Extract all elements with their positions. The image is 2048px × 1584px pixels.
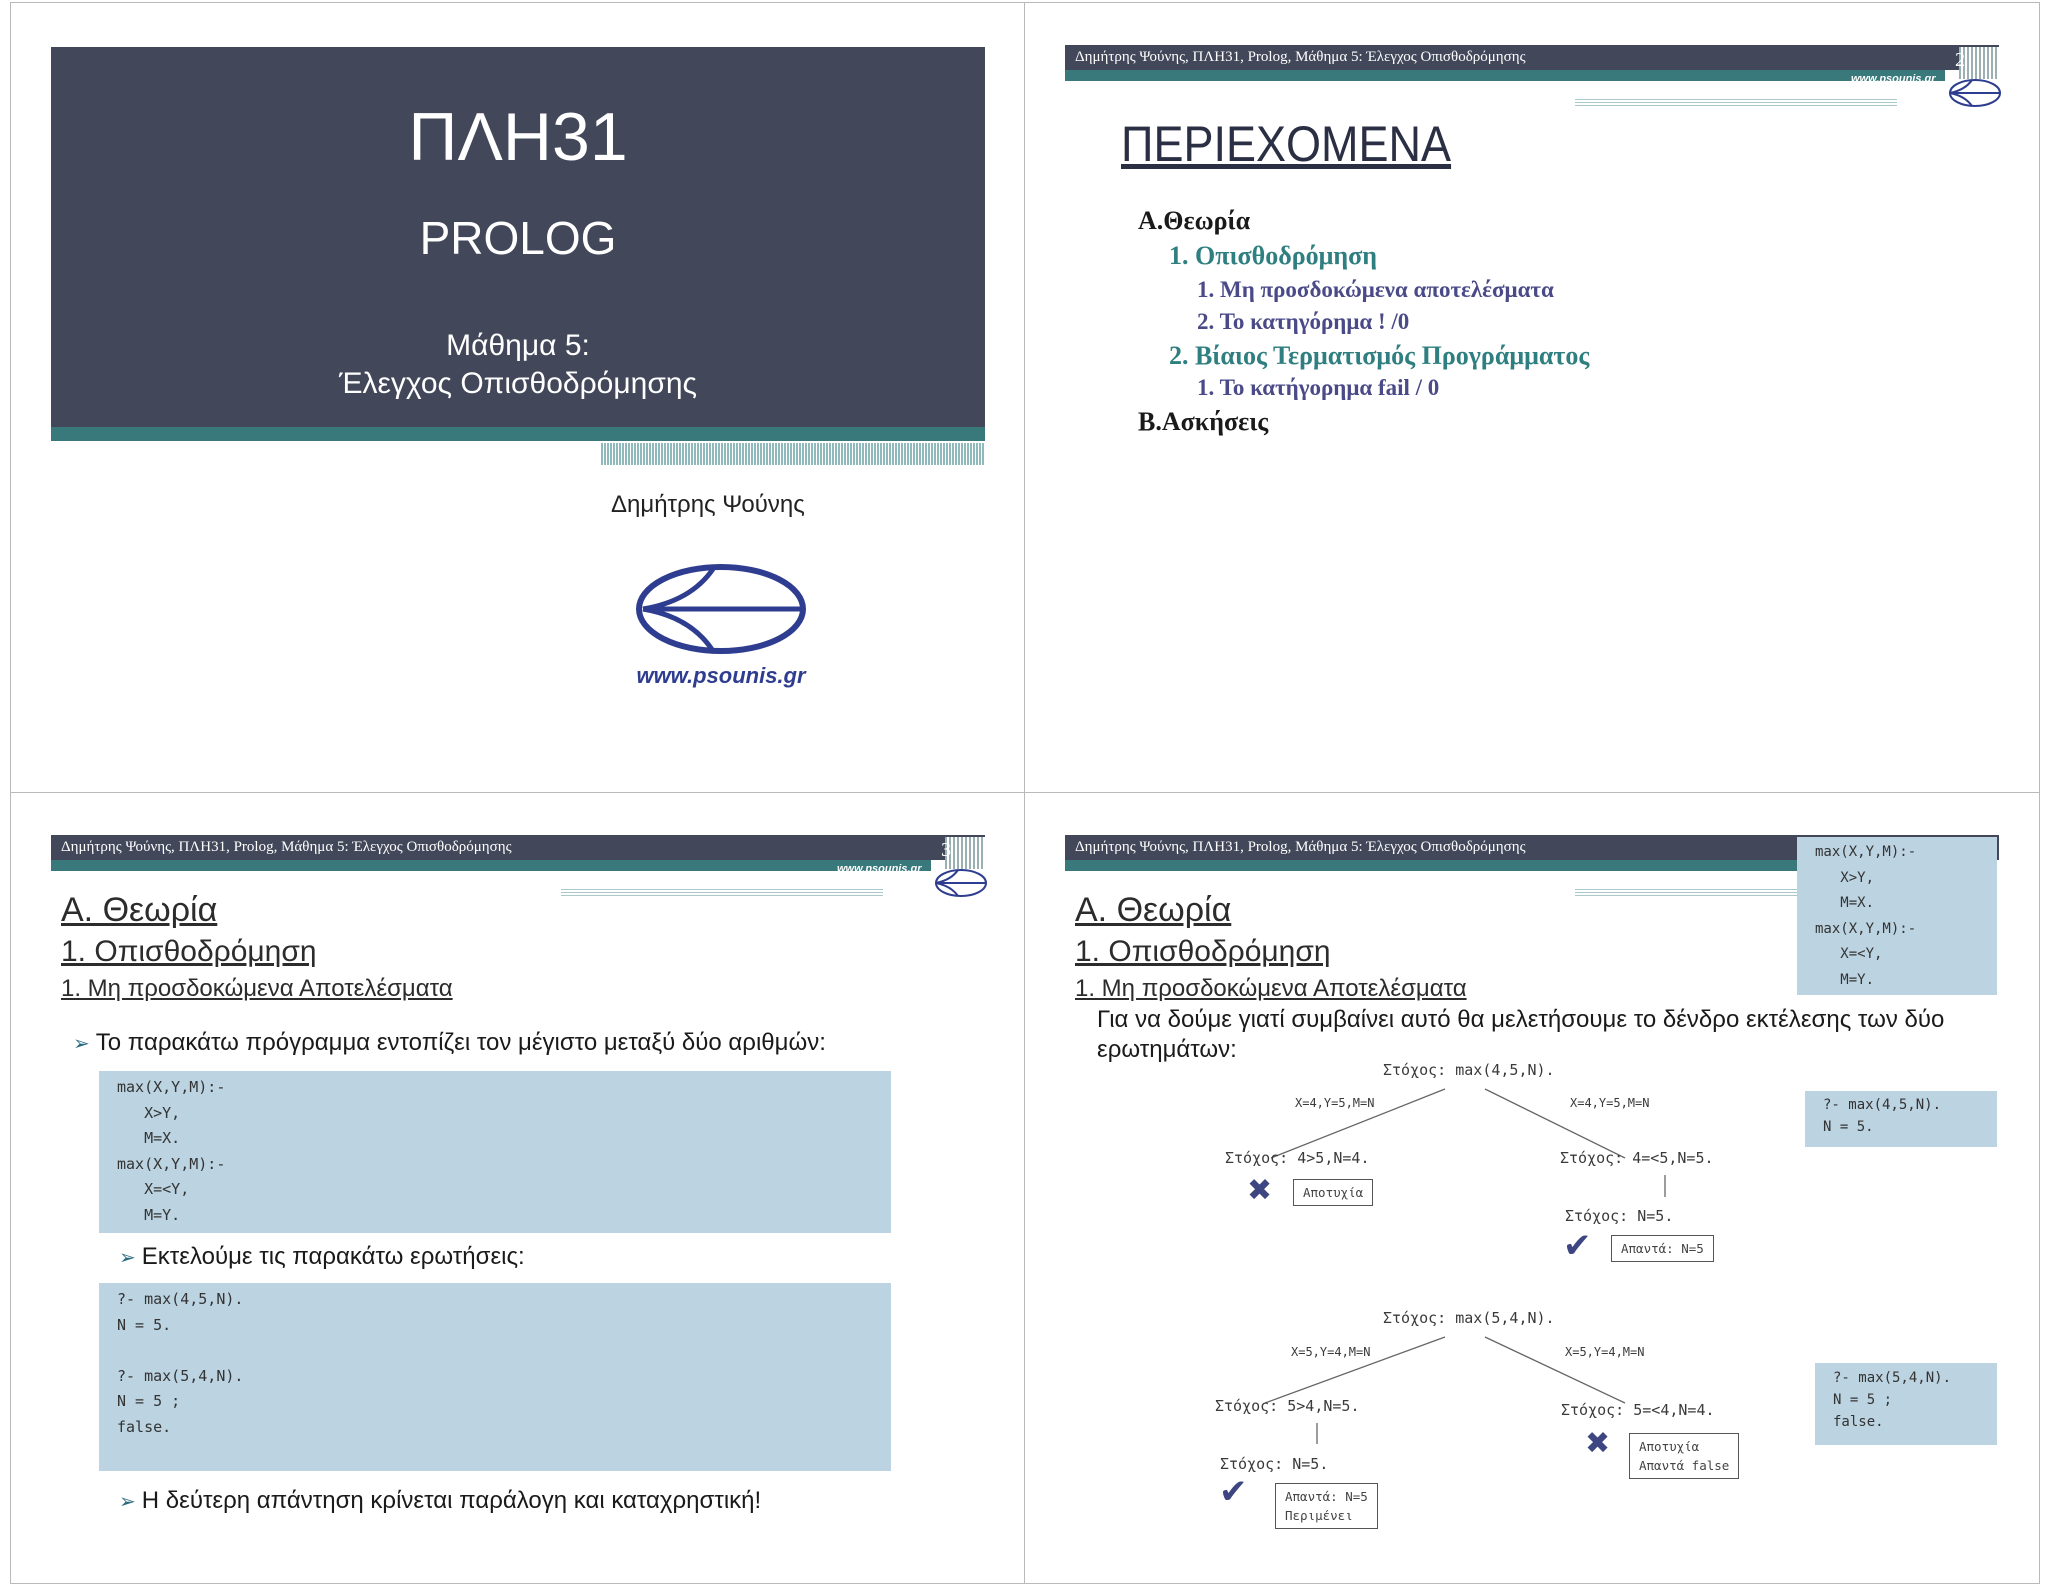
bullet-arrow-icon: ➢: [73, 1033, 90, 1055]
tree2-root: Στόχος: max(5,4,N).: [1383, 1309, 1555, 1327]
bullet-queries-text: Εκτελούμε τις παρακάτω ερωτήσεις:: [141, 1243, 525, 1270]
title-panel-teal-bar: [51, 427, 985, 441]
tree1-fail-box: Αποτυχία: [1293, 1179, 1373, 1206]
tree2-left-goal: Στόχος: 5>4,N=5.: [1215, 1397, 1360, 1415]
tree2-query-box: ?- max(5,4,N). N = 5 ; false.: [1815, 1363, 1997, 1445]
slide-header-text: Δημήτρης Ψούνης, ΠΛΗ31, Prolog, Μάθημα 5: Έλεγχος Οπισθοδρόμησης: [61, 839, 512, 855]
toc-section-b[interactable]: Β.Ασκήσεις: [1138, 407, 1269, 436]
tree1-success-check-icon: ✔: [1563, 1227, 1592, 1265]
toc-item-a2-1[interactable]: 1. Το κατήγορημα fail / 0: [1197, 375, 1440, 400]
tree1-right-child: Στόχος: N=5.: [1565, 1207, 1674, 1225]
header-stripes: [1575, 99, 1897, 108]
slide-header-teal-bar: [51, 860, 931, 871]
bullet-conclusion: [119, 1487, 761, 1515]
intro-text: Για να δούμε γιατί συμβαίνει αυτό θα μελετήσουμε το δένδρο εκτέλεσης των δύο ερωτημάτων:: [1097, 1006, 1945, 1063]
bullet-intro: [73, 1029, 826, 1057]
slide-header-bar: [51, 835, 985, 860]
header-vertical-bars: [945, 837, 985, 869]
slide-3: [10, 792, 1026, 1584]
tree2-edge-left: X=5,Y=4,M=N: [1291, 1345, 1371, 1359]
bullet-queries: [119, 1243, 525, 1271]
title-lesson: Μάθημα 5:: [446, 329, 590, 362]
tree2-success-check-icon: ✔: [1219, 1473, 1248, 1511]
tree1-edge-left: X=4,Y=5,M=N: [1295, 1096, 1375, 1110]
tree1-root: Στόχος: max(4,5,N).: [1383, 1061, 1555, 1079]
slide-2: [1024, 2, 2040, 794]
tree1-left-goal: Στόχος: 4>5,N=4.: [1225, 1149, 1370, 1167]
page-title: ΠΕΡΙΕΧΟΜΕΝΑ: [1121, 116, 1452, 172]
code-queries: ?- max(4,5,N). N = 5. ?- max(5,4,N). N = 5 ; false.: [99, 1283, 891, 1471]
page-number: 2: [1955, 49, 1965, 71]
heading-subchapter: 1. Μη προσδοκώμενα Αποτελέσματα: [1075, 975, 1467, 1002]
slide-header-text: Δημήτρης Ψούνης, ΠΛΗ31, Prolog, Μάθημα 5: Έλεγχος Οπισθοδρόμησης: [1075, 839, 1526, 855]
heading-chapter: 1. Οπισθοδρόμηση: [61, 935, 317, 968]
tree1-edge-right: X=4,Y=5,M=N: [1570, 1096, 1650, 1110]
bullet-conclusion-text: Η δεύτερη απάντηση κρίνεται παράλογη και καταχρηστική!: [141, 1487, 762, 1514]
bullet-arrow-icon: ➢: [119, 1247, 136, 1269]
title-panel-stripes: [601, 443, 985, 465]
page-number: 3: [941, 839, 951, 861]
tree1-answer-box: Απαντά: N=5: [1611, 1235, 1714, 1262]
header-vertical-bars: [1959, 47, 1999, 79]
title-subject: PROLOG: [419, 212, 617, 264]
bullet-intro-text: Το παρακάτω πρόγραμμα εντοπίζει τον μέγιστο μεταξύ δύο αριθμών:: [95, 1029, 826, 1056]
header-logo-icon: [1947, 77, 2003, 109]
heading-section: Α. Θεωρία: [1075, 891, 1232, 929]
tree2-fail-box: Αποτυχία Απαντά false: [1629, 1433, 1739, 1479]
header-site[interactable]: www.psounis.gr: [1851, 73, 1936, 85]
code-program-sidebar: max(X,Y,M):- X>Y, M=X. max(X,Y,M):- X=<Y, M=Y.: [1797, 837, 1997, 995]
toc-section-a[interactable]: Α.Θεωρία: [1138, 206, 1251, 235]
slide-header-text: Δημήτρης Ψούνης, ΠΛΗ31, Prolog, Μάθημα 5: Έλεγχος Οπισθοδρόμησης: [1075, 49, 1526, 65]
tree1-fail-cross-icon: ✖: [1247, 1174, 1273, 1207]
toc-item-a1-1[interactable]: 1. Μη προσδοκώμενα αποτελέσματα: [1197, 277, 1554, 302]
author-name: Δημήτρης Ψούνης: [611, 491, 805, 518]
bullet-arrow-icon: ➢: [119, 1491, 136, 1513]
toc-item-a1-2[interactable]: 2. Το κατηγόρημα ! /0: [1197, 309, 1410, 334]
title-lesson-name: Έλεγχος Οπισθοδρόμησης: [339, 367, 697, 400]
code-program: max(X,Y,M):- X>Y, M=X. max(X,Y,M):- X=<Y, M=Y.: [99, 1071, 891, 1233]
slide-4: [1024, 792, 2040, 1584]
heading-section: Α. Θεωρία: [61, 891, 218, 929]
toc-item-a1[interactable]: 1. Οπισθοδρόμηση: [1169, 241, 1378, 270]
site-url[interactable]: www.psounis.gr: [636, 663, 806, 688]
title-code: ΠΛΗ31: [408, 99, 628, 175]
heading-subchapter: 1. Μη προσδοκώμενα Αποτελέσματα: [61, 975, 453, 1002]
tree2-left-child: Στόχος: N=5.: [1220, 1455, 1329, 1473]
psounis-logo-icon: [631, 561, 811, 661]
tree1-query-box: ?- max(4,5,N). N = 5.: [1805, 1091, 1997, 1147]
tree1-right-goal: Στόχος: 4=<5,N=5.: [1560, 1149, 1714, 1167]
header-site[interactable]: www.psounis.gr: [837, 863, 922, 875]
slide-header-teal-bar: [1065, 70, 1945, 81]
header-stripes: [561, 889, 883, 898]
header-logo-icon: [933, 867, 989, 899]
slide-1: [10, 2, 1026, 794]
tree1-edges: [1025, 793, 2039, 1583]
tree2-edge-right: X=5,Y=4,M=N: [1565, 1345, 1645, 1359]
tree2-fail-cross-icon: ✖: [1585, 1427, 1611, 1460]
heading-chapter: 1. Οπισθοδρόμηση: [1075, 935, 1331, 968]
tree2-right-goal: Στόχος: 5=<4,N=4.: [1561, 1401, 1715, 1419]
tree2-answer-box: Απαντά: N=5 Περιμένει: [1275, 1483, 1378, 1529]
toc-item-a2[interactable]: 2. Βίαιος Τερματισμός Προγράμματος: [1169, 341, 1590, 370]
slide-header-bar: [1065, 45, 1999, 70]
